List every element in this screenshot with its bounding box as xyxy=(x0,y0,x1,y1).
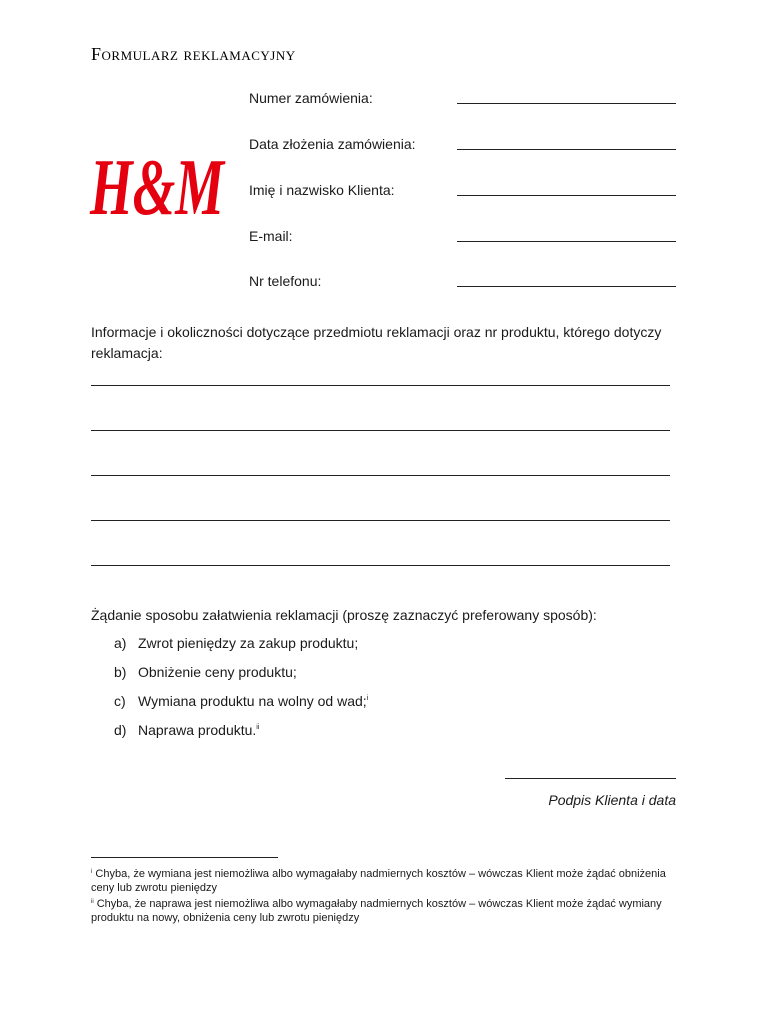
option-letter: b) xyxy=(114,664,127,680)
option-text: Wymiana produktu na wolny od wad; xyxy=(138,693,367,709)
field-order-date-label: Data złożenia zamówienia: xyxy=(249,136,416,152)
field-order-date-line[interactable] xyxy=(457,149,676,150)
option-d[interactable] xyxy=(114,722,259,738)
field-order-number-label: Numer zamówienia: xyxy=(249,90,373,106)
footnote-mark: ii xyxy=(91,899,94,905)
info-line-1[interactable] xyxy=(91,385,670,386)
field-phone-label: Nr telefonu: xyxy=(249,273,322,289)
signature-line[interactable] xyxy=(505,778,676,779)
signature-caption: Podpis Klienta i data xyxy=(548,792,676,808)
option-a[interactable] xyxy=(114,635,358,651)
footnote-mark: i xyxy=(91,869,93,875)
info-paragraph: Informacje i okoliczności dotyczące przedmiotu reklamacji oraz nr produktu, którego dotyczy reklamacja: xyxy=(91,324,662,361)
info-line-4[interactable] xyxy=(91,520,670,521)
footnote-2 xyxy=(91,895,671,925)
footnote-text: Chyba, że wymiana jest niemożliwa albo wymagałaby nadmiernych kosztów – wówczas Klient może żądać obniżenia ceny lub zwrotu pieniędzy xyxy=(91,868,666,894)
field-customer-name-line[interactable] xyxy=(457,195,676,196)
field-order-number-line[interactable] xyxy=(457,103,676,104)
field-phone-line[interactable] xyxy=(457,286,676,287)
footnote-text: Chyba, że naprawa jest niemożliwa albo wymagałaby nadmiernych kosztów – wówczas Klient może żądać wymiany produktu na nowy, obniżenia ceny lub zwrotu pieniędzy xyxy=(91,898,662,924)
option-c[interactable] xyxy=(114,693,368,709)
hm-logo-mark xyxy=(88,130,228,230)
option-letter: a) xyxy=(114,635,127,651)
option-b[interactable] xyxy=(114,664,297,680)
page-title: Formularz reklamacyjny xyxy=(91,44,296,64)
footnote-1 xyxy=(91,865,671,895)
info-line-3[interactable] xyxy=(91,475,670,476)
field-customer-name-label: Imię i nazwisko Klienta: xyxy=(249,182,395,198)
option-letter: c) xyxy=(114,693,126,709)
info-line-2[interactable] xyxy=(91,430,670,431)
option-text: Zwrot pieniędzy za zakup produktu; xyxy=(138,635,359,651)
footnote-ref: ii xyxy=(256,724,260,731)
option-text: Naprawa produktu. xyxy=(138,722,257,738)
field-email-line[interactable] xyxy=(457,241,676,242)
request-heading: Żądanie sposobu załatwienia reklamacji (proszę zaznaczyć preferowany sposób): xyxy=(91,607,597,623)
logo-text: H&M xyxy=(89,144,226,232)
option-text: Obniżenie ceny produktu; xyxy=(138,664,297,680)
field-email-label: E-mail: xyxy=(249,228,293,244)
info-line-5[interactable] xyxy=(91,565,670,566)
footnote-ref: i xyxy=(366,695,369,702)
option-letter: d) xyxy=(114,722,127,738)
footnote-divider xyxy=(91,857,278,858)
hm-logo xyxy=(88,130,228,235)
